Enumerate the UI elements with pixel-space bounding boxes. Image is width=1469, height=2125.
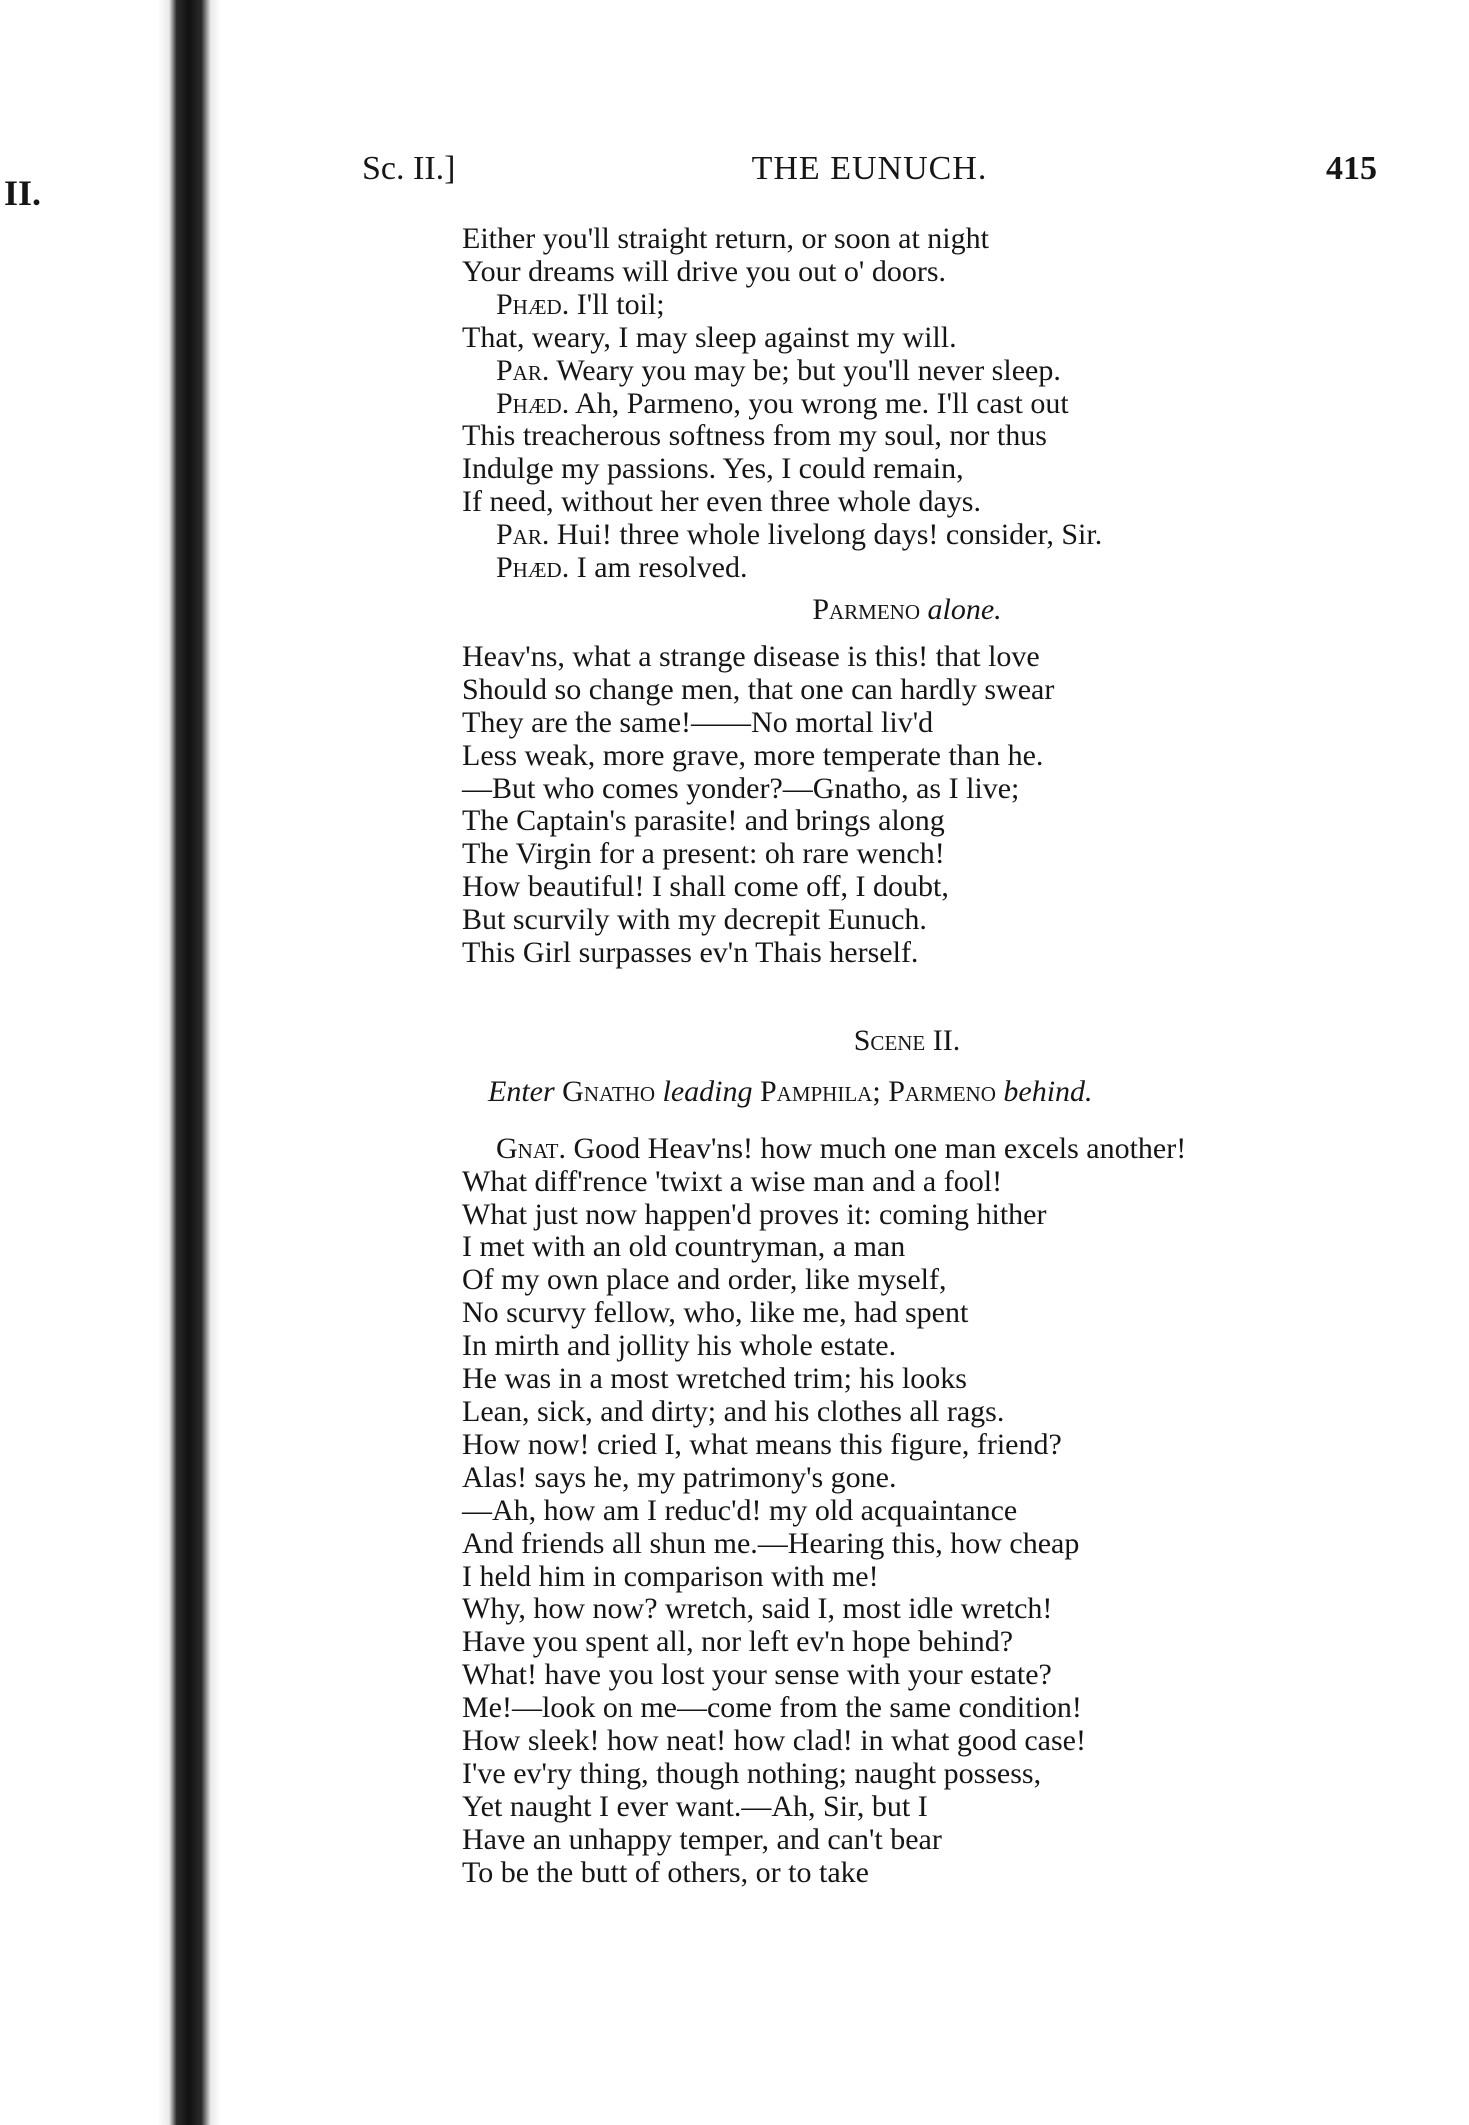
speech-text: Hui! three whole livelong days! consider, Sir.	[549, 518, 1103, 552]
verse-line: He was in a most wretched trim; his looks	[462, 1362, 967, 1396]
verse-line: How now! cried I, what means this figure, friend?	[462, 1427, 1062, 1461]
verse-line: Alas! says he, my patrimony's gone.	[462, 1460, 897, 1494]
speaker-name: Par.	[496, 518, 550, 552]
verse-line: In mirth and jollity his whole estate.	[462, 1329, 897, 1363]
heading-name: Parmeno	[812, 592, 921, 626]
sd-pamphila: Pamphila;	[759, 1074, 881, 1108]
verse-line: —But who comes yonder?—Gnatho, as I live;	[462, 771, 1020, 805]
speech-text: I am resolved.	[569, 551, 748, 585]
verse-line: —Ah, how am I reduc'd! my old acquaintance	[462, 1493, 1018, 1527]
speech-text: Ah, Parmeno, you wrong me. I'll cast out	[569, 386, 1069, 420]
verse-line: How sleek! how neat! how clad! in what good case!	[462, 1724, 1086, 1758]
page-title: THE EUNUCH.	[751, 150, 988, 187]
verse-line: They are the same!——No mortal liv'd	[462, 705, 934, 739]
verse-line: Heav'ns, what a strange disease is this! that love	[462, 639, 1040, 673]
verse-line: The Captain's parasite! and brings along	[462, 804, 945, 838]
verse-line: The Virgin for a present: oh rare wench!	[462, 837, 945, 871]
speech-line	[462, 289, 1422, 322]
sd-enter: Enter	[488, 1074, 555, 1108]
verse-line: Your dreams will drive you out o' doors.	[462, 254, 946, 288]
heading-suffix: alone.	[927, 592, 1002, 626]
speaker-name: Phæd.	[496, 386, 570, 420]
speaker-name: Gnat.	[496, 1131, 566, 1165]
scene-title: Scene II.	[853, 1023, 961, 1057]
sd-gnatho: Gnatho	[562, 1074, 655, 1108]
verse-line: How beautiful! I shall come off, I doubt,	[462, 870, 949, 904]
verse-line: Yet naught I ever want.—Ah, Sir, but I	[462, 1789, 928, 1823]
margin-mark: II.	[4, 173, 42, 213]
verse-line: This treacherous softness from my soul, nor thus	[462, 419, 1047, 453]
speech-line	[462, 552, 1422, 585]
speech-line	[462, 1133, 1422, 1166]
verse-line: Of my own place and order, like myself,	[462, 1263, 947, 1297]
speech-line	[462, 355, 1422, 388]
verse-line: I held him in comparison with me!	[462, 1559, 879, 1593]
verse-line: Indulge my passions. Yes, I could remain,	[462, 452, 964, 486]
stage-direction	[462, 1076, 1422, 1109]
verse-line: Why, how now? wretch, said I, most idle wretch!	[462, 1592, 1053, 1626]
verse-line: Have an unhappy temper, and can't bear	[462, 1822, 942, 1856]
verse-line: I've ev'ry thing, though nothing; naught possess,	[462, 1756, 1042, 1790]
speaker-name: Par.	[496, 353, 550, 387]
verse-line: Have you spent all, nor left ev'n hope behind?	[462, 1625, 1014, 1659]
body-text	[462, 223, 1422, 1890]
verse-line: What just now happen'd proves it: coming hither	[462, 1197, 1047, 1231]
sd-parmeno: Parmeno	[888, 1074, 996, 1108]
verse-line: Me!—look on me—come from the same condition!	[462, 1691, 1082, 1725]
section-label: Sc. II.]	[362, 150, 456, 187]
sd-leading: leading	[662, 1074, 753, 1108]
verse-line: To be the butt of others, or to take	[462, 1855, 869, 1889]
verse-line: What diff'rence 'twixt a wise man and a fool!	[462, 1164, 1003, 1198]
verse-line: And friends all shun me.—Hearing this, how cheap	[462, 1526, 1080, 1560]
verse-line: That, weary, I may sleep against my will.	[462, 320, 957, 354]
verse-line: What! have you lost your sense with your estate?	[462, 1658, 1052, 1692]
speaker-name: Phæd.	[496, 287, 570, 321]
verse-line: This Girl surpasses ev'n Thais herself.	[462, 936, 919, 970]
running-head	[362, 150, 1377, 200]
speech-text: I'll toil;	[569, 287, 665, 321]
speech-text: Weary you may be; but you'll never sleep.	[549, 353, 1061, 387]
speech-line	[462, 388, 1422, 421]
verse-line: Should so change men, that one can hardly swear	[462, 672, 1055, 706]
speech-line	[462, 519, 1422, 552]
page-number: 415	[1326, 150, 1377, 187]
section-heading	[392, 594, 1422, 627]
verse-line: If need, without her even three whole days.	[462, 485, 981, 519]
verse-line: I met with an old countryman, a man	[462, 1230, 906, 1264]
verse-line: Lean, sick, and dirty; and his clothes all rags.	[462, 1395, 1005, 1428]
verse-line: But scurvily with my decrepit Eunuch.	[462, 903, 927, 937]
speech-text: Good Heav'ns! how much one man excels another!	[566, 1131, 1187, 1165]
speaker-name: Phæd.	[496, 551, 570, 585]
sd-behind: behind.	[1003, 1074, 1093, 1108]
verse-line: No scurvy fellow, who, like me, had spent	[462, 1296, 969, 1330]
verse-line: Less weak, more grave, more temperate than he.	[462, 738, 1044, 772]
book-binding-shadow	[158, 0, 220, 2125]
verse-line: Either you'll straight return, or soon at night	[462, 222, 989, 255]
